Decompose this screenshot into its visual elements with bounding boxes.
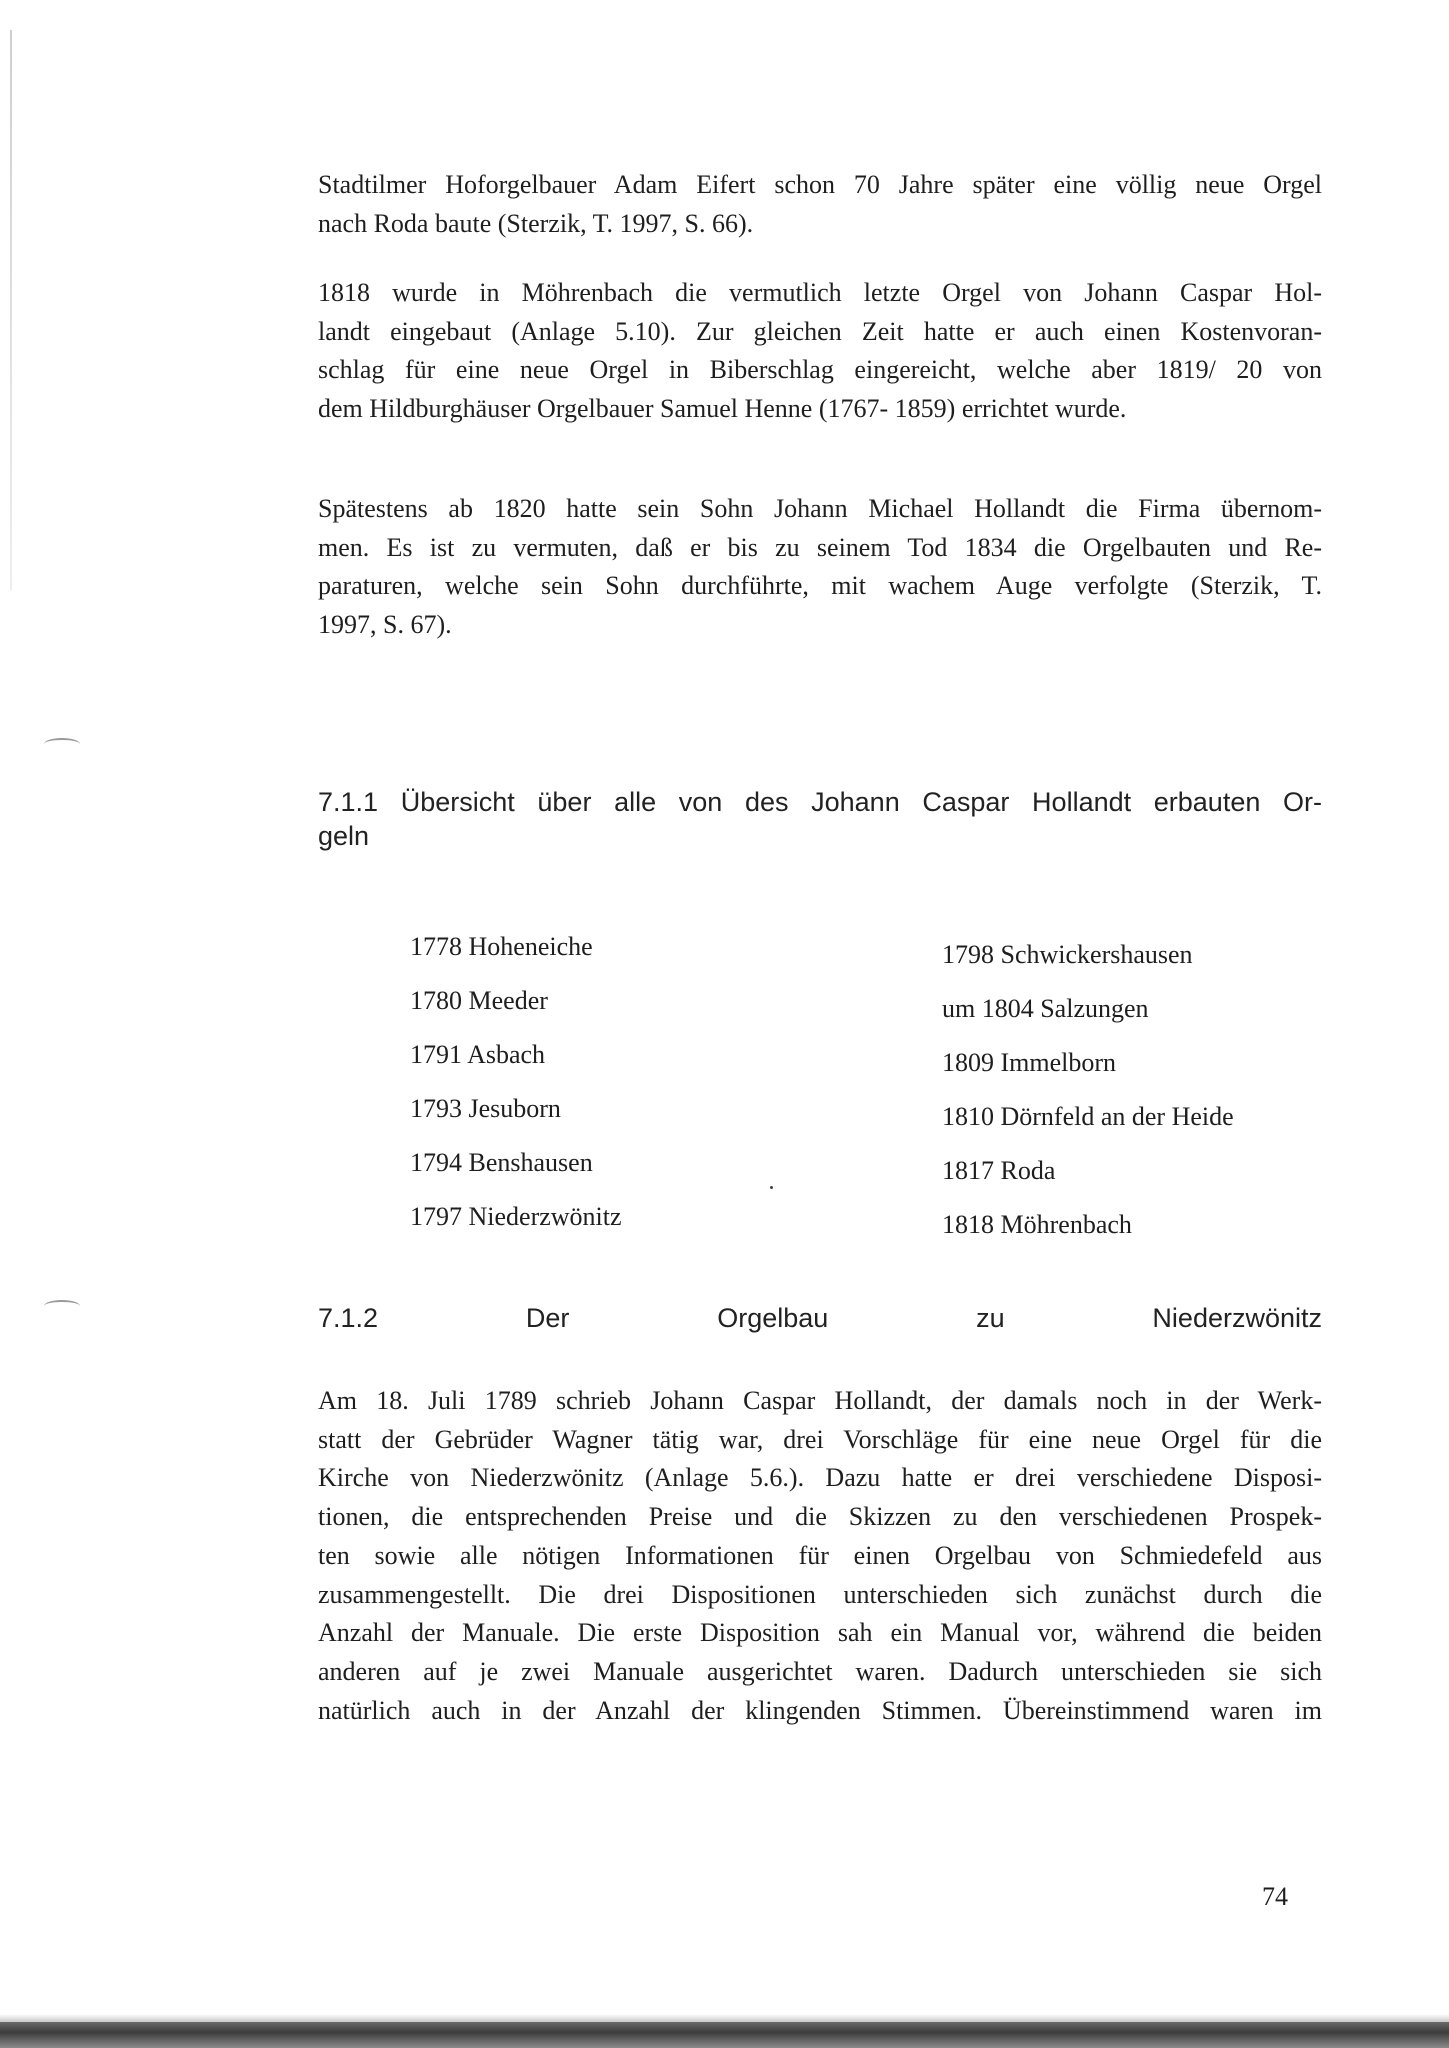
text-line: Stadtilmer Hoforgelbauer Adam Eifert schon 70 Jahre später eine völlig neue Orgel [318, 170, 1322, 199]
organ-list [410, 920, 1310, 1240]
text-line: 1818 wurde in Möhrenbach die vermutlich letzte Orgel von Johann Caspar Hol- [318, 278, 1322, 307]
list-item: 1817 Roda [942, 1156, 1056, 1185]
list-item: um 1804 Salzungen [942, 994, 1149, 1023]
paragraph-roda-organ [318, 166, 1322, 243]
scan-mark [44, 738, 80, 750]
text-line: ten sowie alle nötigen Informationen für einen Orgelbau von Schmiedefeld aus [318, 1540, 1322, 1570]
text-line: tionen, die entsprechenden Preise und die Skizzen zu den verschiedenen Prospek- [318, 1502, 1322, 1532]
organ-list-right-column [942, 928, 1234, 1252]
text-line: landt eingebaut (Anlage 5.10). Zur gleichen Zeit hatte er auch einen Kostenvoran- [318, 316, 1322, 346]
text-line: dem Hildburghäuser Orgelbauer Samuel Henne (1767- 1859) errichtet wurde. [318, 394, 1127, 424]
heading-line: geln [318, 820, 370, 851]
text-line: men. Es ist zu vermuten, daß er bis zu seinem Tod 1834 die Orgelbauten und Re- [318, 532, 1322, 562]
heading-line: 7.1.1 Übersicht über alle von des Johann Caspar Hollandt erbauten Or- [318, 787, 1322, 817]
organ-list-left-column [410, 920, 622, 1244]
text-line: Kirche von Niederzwönitz (Anlage 5.6.). Dazu hatte er drei verschiedene Disposi- [318, 1463, 1322, 1493]
list-item: 1794 Benshausen [410, 1148, 593, 1177]
list-item: 1780 Meeder [410, 986, 548, 1015]
text-line: nach Roda baute (Sterzik, T. 1997, S. 66). [318, 208, 754, 238]
scan-bottom-shadow [0, 2014, 1449, 2022]
list-item: 1793 Jesuborn [410, 1094, 561, 1123]
scan-mark [44, 1300, 80, 1312]
text-line: Spätestens ab 1820 hatte sein Sohn Johann Michael Hollandt die Firma übernom- [318, 494, 1322, 523]
scan-speck [770, 1186, 773, 1189]
text-line: Anzahl der Manuale. Die erste Disposition sah ein Manual vor, während die beiden [318, 1618, 1322, 1648]
list-item: 1809 Immelborn [942, 1048, 1117, 1077]
paragraph-niederzwoenitz [318, 1382, 1322, 1731]
text-line: natürlich auch in der Anzahl der klingenden Stimmen. Übereinstimmend waren im [318, 1695, 1322, 1725]
list-item: 1798 Schwickershausen [942, 940, 1193, 969]
text-line: zusammengestellt. Die drei Dispositionen unterschieden sich zunächst durch die [318, 1579, 1322, 1609]
list-item: 1778 Hoheneiche [410, 932, 593, 961]
paragraph-moehrenbach-organ [318, 274, 1322, 429]
text-line: paraturen, welche sein Sohn durchführte, mit wachem Auge verfolgte (Sterzik, T. [318, 571, 1322, 601]
section-heading-7-1-1 [318, 786, 1322, 854]
text-line: Am 18. Juli 1789 schrieb Johann Caspar Hollandt, der damals noch in der Werk- [318, 1386, 1322, 1415]
scan-edge-shadow [10, 30, 12, 590]
paragraph-son-takeover [318, 490, 1322, 645]
heading-line: 7.1.2 Der Orgelbau zu Niederzwönitz [318, 1303, 1322, 1333]
list-item: 1797 Niederzwönitz [410, 1202, 622, 1231]
text-line: anderen auf je zwei Manuale ausgerichtet waren. Dadurch unterschieden sie sich [318, 1657, 1322, 1687]
list-item: 1810 Dörnfeld an der Heide [942, 1102, 1234, 1131]
text-line: 1997, S. 67). [318, 610, 452, 640]
list-item: 1818 Möhrenbach [942, 1210, 1132, 1239]
scan-bottom-edge [0, 2022, 1449, 2048]
page-number: 74 [1262, 1882, 1288, 1911]
section-heading-7-1-2 [318, 1302, 1322, 1336]
text-line: schlag für eine neue Orgel in Biberschlag eingereicht, welche aber 1819/ 20 von [318, 355, 1322, 385]
text-line: statt der Gebrüder Wagner tätig war, drei Vorschläge für eine neue Orgel für die [318, 1424, 1322, 1454]
list-item: 1791 Asbach [410, 1040, 546, 1069]
